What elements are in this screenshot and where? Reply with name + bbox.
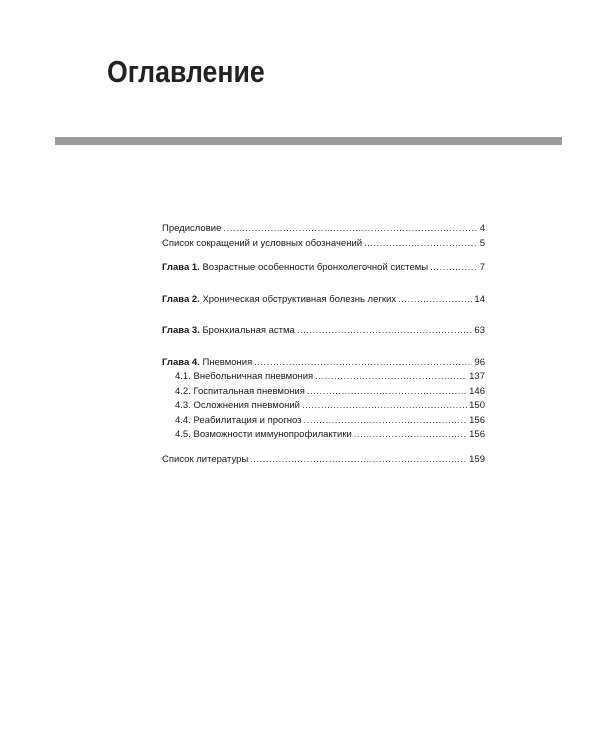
toc-entry-label: Пневмония bbox=[202, 356, 253, 368]
toc-entry-label: 4.4. Реабилитация и прогноз bbox=[175, 414, 302, 426]
chapter-prefix: Глава 4. bbox=[162, 356, 200, 368]
title-rule bbox=[55, 137, 562, 145]
toc-page-number: 4 bbox=[479, 223, 485, 234]
toc-page-number: 137 bbox=[469, 371, 485, 382]
toc-page-number: 150 bbox=[469, 400, 485, 411]
dot-leader bbox=[254, 356, 472, 371]
toc-page-number: 159 bbox=[469, 453, 485, 465]
toc-entry-label: 4.2. Госпитальная пневмония bbox=[175, 385, 305, 397]
toc-entry-preface bbox=[162, 222, 485, 237]
toc-entry-label: 4.5. Возможности иммунопрофилактики bbox=[175, 429, 352, 440]
dot-leader bbox=[250, 453, 467, 468]
chapter-prefix: Глава 3. bbox=[162, 325, 200, 336]
toc-entry-chapter-4 bbox=[162, 356, 485, 371]
toc-subentry-4-5 bbox=[162, 428, 485, 443]
dot-leader bbox=[302, 399, 467, 414]
toc-entry-references bbox=[162, 453, 485, 468]
toc-entry-label: Хроническая обструктивная болезнь легких bbox=[202, 293, 397, 305]
toc-entry-label: Список сокращений и условных обозначений bbox=[162, 237, 363, 249]
dot-leader bbox=[307, 385, 467, 400]
dot-leader bbox=[297, 324, 473, 339]
chapter-prefix: Глава 1. bbox=[162, 262, 200, 273]
toc-subentry-4-1 bbox=[162, 370, 485, 385]
toc-entry-abbreviations bbox=[162, 237, 485, 252]
toc-page-number: 96 bbox=[474, 356, 485, 368]
chapter-prefix: Глава 2. bbox=[162, 293, 200, 305]
toc-entry-chapter-2 bbox=[162, 293, 485, 308]
toc-subentry-4-3 bbox=[162, 399, 485, 414]
table-of-contents bbox=[162, 222, 485, 467]
toc-entry-label: Список литературы bbox=[162, 453, 249, 465]
toc-entry-chapter-3 bbox=[162, 324, 485, 339]
toc-entry-chapter-1 bbox=[162, 261, 485, 276]
toc-entry-label: Бронхиальная астма bbox=[202, 325, 295, 336]
dot-leader bbox=[430, 261, 478, 276]
dot-leader bbox=[354, 428, 467, 443]
toc-page-number: 156 bbox=[469, 429, 485, 440]
toc-page-number: 14 bbox=[474, 293, 485, 305]
toc-entry-label: Возрастные особенности бронхолегочной системы bbox=[202, 262, 429, 273]
toc-page-number: 146 bbox=[469, 385, 485, 397]
toc-page-number: 7 bbox=[479, 262, 485, 273]
dot-leader bbox=[223, 222, 477, 237]
dot-leader bbox=[364, 237, 478, 252]
toc-page-number: 63 bbox=[474, 325, 485, 336]
dot-leader bbox=[304, 414, 468, 429]
toc-entry-label: Предисловие bbox=[162, 223, 222, 234]
dot-leader bbox=[315, 370, 467, 385]
page-title: Оглавление bbox=[107, 54, 265, 89]
toc-page-number: 156 bbox=[469, 414, 485, 426]
toc-entry-label: 4.3. Осложнения пневмоний bbox=[175, 400, 300, 411]
dot-leader bbox=[398, 293, 472, 308]
toc-entry-label: 4.1. Внебольничная пневмония bbox=[175, 371, 314, 382]
toc-page-number: 5 bbox=[479, 237, 485, 249]
toc-subentry-4-2 bbox=[162, 385, 485, 400]
toc-subentry-4-4 bbox=[162, 414, 485, 429]
